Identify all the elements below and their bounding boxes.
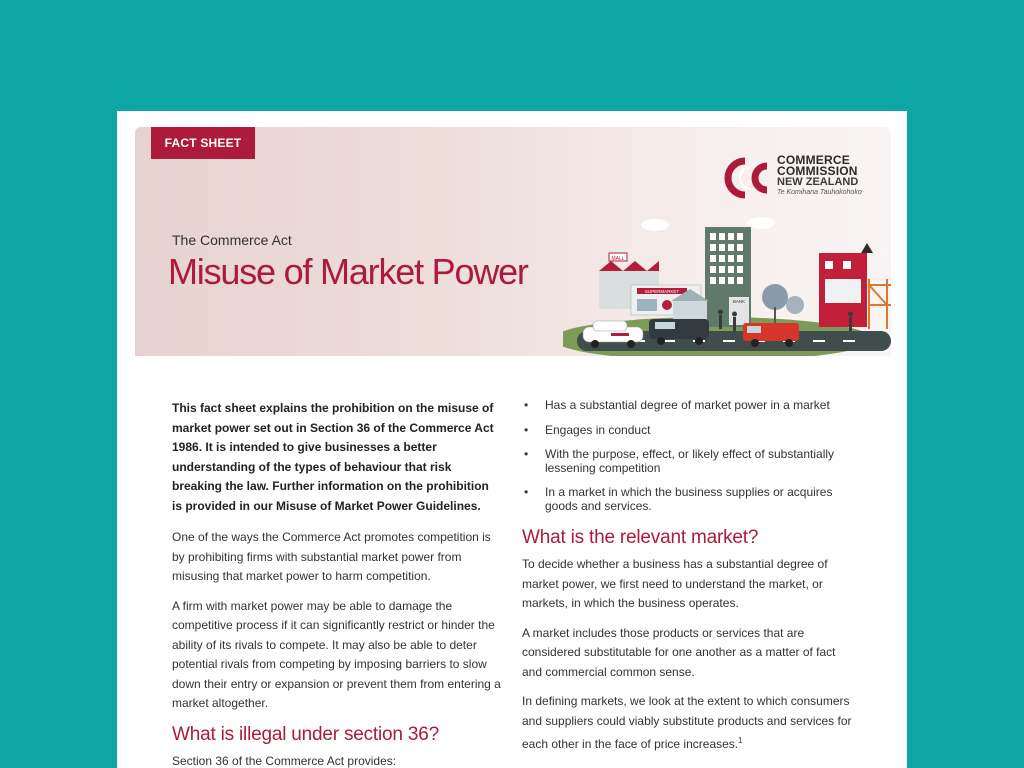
list-item [522,448,857,475]
right-column [522,399,857,765]
supermarket-sign: SUPERMARKET [644,289,680,294]
bullet-icon: • [524,485,529,499]
section-heading: What is the relevant market? [522,527,759,548]
intro-paragraph: This fact sheet explains the prohibition on the misuse of market power set out in Section 36 of the Commerce Act 1986. It is intended to give businesses a better understanding of the types of behaviour that risk breaking the law. Further information on the prohibition is provided in our Misuse of Market Power Guidelines. [172,401,494,513]
paragraph: To decide whether a business has a substantial degree of market power, we first need to understand the market, or markets, in which the business operates. [522,557,828,610]
list-item-text: In a market in which the business supplies or acquires goods and services. [545,485,833,513]
bullet-icon: • [524,398,529,412]
section-heading: What is illegal under section 36? [172,723,439,745]
logo-mark-icon [721,155,773,201]
paragraph: Section 36 of the Commerce Act provides: [172,753,397,768]
list-item [522,424,857,438]
logo-line-4: Te Komihana Tauhokohoko [777,189,862,196]
header-banner [135,127,891,356]
logo-line-3: NEW ZEALAND [777,176,859,188]
paragraph: A firm with market power may be able to damage the competitive process if it can significantly restrict or hinder the ability of its rivals to compete. It may also be able to deter potential rivals from competing by imposing barriers to slow down their entry or expansion or prevent them from entering a market altogether. [172,598,501,710]
list-item [522,399,857,413]
list-item-text: Engages in conduct [545,422,651,437]
list-item-text: With the purpose, effect, or likely effect of substantially lessening competition [545,447,835,475]
logo-line-2: COMMISSION [777,164,858,178]
criteria-list [522,399,857,513]
logo-line-1: COMMERCE [777,153,850,167]
page-title: Misuse of Market Power [168,251,528,292]
commerce-commission-logo [721,155,891,205]
left-column [172,399,502,768]
list-item [522,486,857,513]
paragraph: A market includes those products or services that are considered substitutable for one another as a matter of fact and commercial common sense. [522,625,836,679]
list-item-text: Has a substantial degree of market power in a market [545,398,830,412]
fact-sheet-tag: FACT SHEET [151,127,255,159]
footnote-marker: 1 [738,736,743,745]
paragraph: One of the ways the Commerce Act promotes competition is by prohibiting firms with substantial market power from misusing that market power to harm competition. [172,530,491,583]
header-subtitle: The Commerce Act [172,232,292,248]
street-scene-illustration [563,213,891,356]
paragraph-text: In defining markets, we look at the extent to which consumers and suppliers could viably substitute products and services for each other in the face of price increases. [522,694,852,751]
bank-sign: BANK [732,299,746,304]
fact-sheet-page [117,111,907,768]
bullet-icon: • [524,447,529,461]
paragraph [522,692,857,755]
mall-sign: MALL [611,256,625,262]
bullet-icon: • [524,422,529,437]
